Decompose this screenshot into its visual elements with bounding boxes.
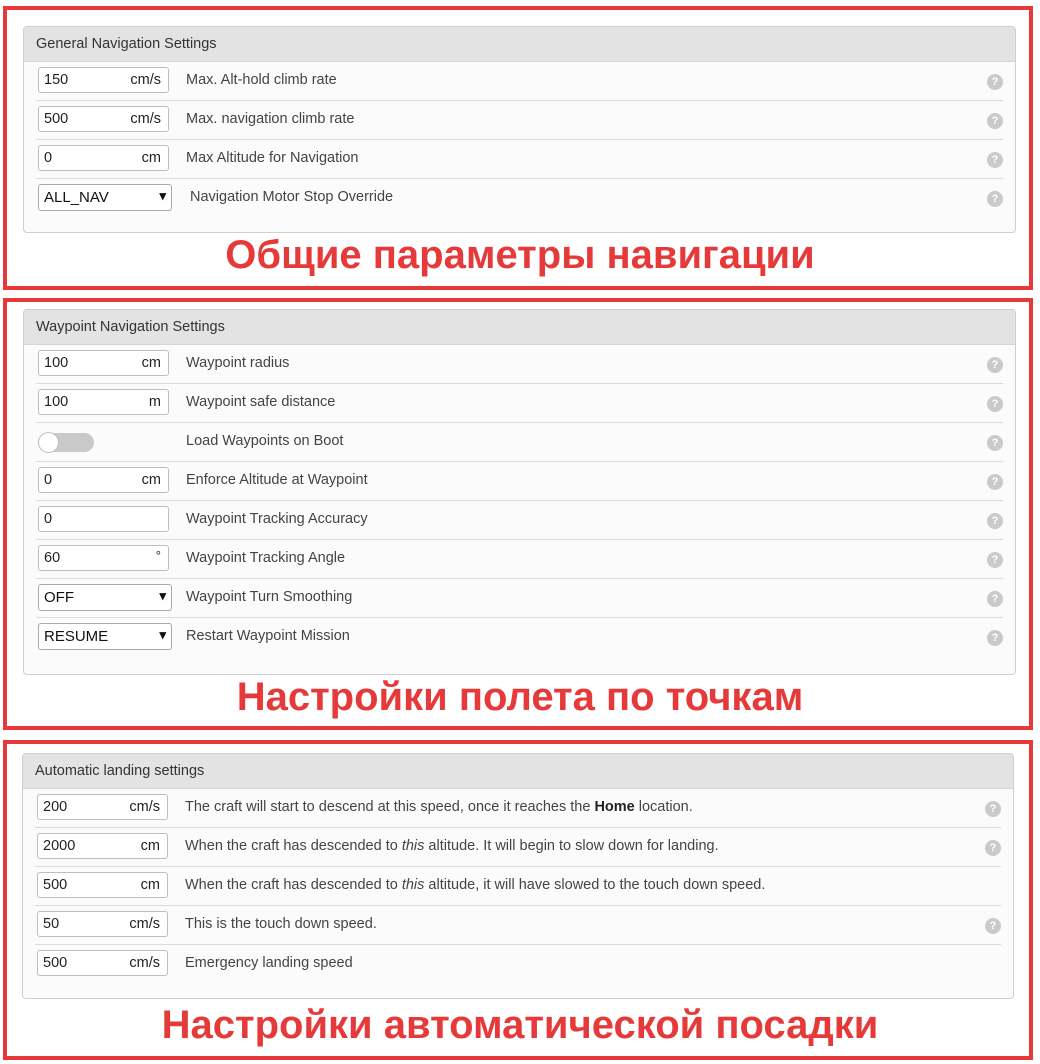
setting-row	[36, 140, 1003, 179]
label-text: location.	[634, 799, 693, 815]
setting-label: Waypoint radius	[186, 355, 290, 371]
help-icon[interactable]: ?	[987, 74, 1003, 90]
panel-header: General Navigation Settings	[24, 27, 1015, 62]
setting-row	[35, 789, 1001, 828]
input-value: 200	[43, 799, 68, 815]
automatic-landing-panel	[22, 753, 1014, 999]
touchdown-altitude-input[interactable]	[37, 872, 168, 898]
waypoint-radius-input[interactable]	[38, 350, 169, 376]
help-icon[interactable]: ?	[987, 474, 1003, 490]
max-altitude-input[interactable]	[38, 145, 169, 171]
general-navigation-panel	[23, 26, 1016, 233]
input-value: 500	[43, 877, 68, 893]
input-unit: cm	[141, 472, 161, 488]
input-value: 100	[44, 355, 69, 371]
label-text: When the craft has descended to	[185, 877, 402, 893]
setting-label: Max Altitude for Navigation	[186, 150, 359, 166]
setting-row	[36, 384, 1003, 423]
descend-speed-input[interactable]	[37, 794, 168, 820]
setting-row	[35, 828, 1001, 867]
help-icon[interactable]: ?	[987, 435, 1003, 451]
setting-label: Navigation Motor Stop Override	[190, 189, 394, 205]
label-bold: Home	[594, 799, 635, 815]
setting-label: Waypoint safe distance	[186, 394, 336, 410]
waypoint-navigation-panel	[23, 309, 1016, 675]
setting-label	[185, 799, 693, 815]
setting-label: This is the touch down speed.	[185, 916, 377, 932]
tracking-accuracy-input[interactable]	[38, 506, 169, 532]
setting-label	[185, 838, 719, 854]
input-value: 500	[44, 111, 69, 127]
input-unit: °	[155, 548, 161, 563]
setting-row	[35, 945, 1001, 984]
touchdown-speed-input[interactable]	[37, 911, 168, 937]
setting-row	[36, 179, 1003, 218]
input-value: 500	[43, 955, 68, 971]
emergency-landing-speed-input[interactable]	[37, 950, 168, 976]
setting-label: Emergency landing speed	[185, 955, 353, 971]
help-icon[interactable]: ?	[985, 918, 1001, 934]
setting-row	[36, 501, 1003, 540]
input-unit: cm/s	[129, 799, 160, 815]
input-unit: cm/s	[129, 916, 160, 932]
setting-row	[36, 423, 1003, 462]
alt-hold-climb-rate-input[interactable]	[38, 67, 169, 93]
restart-mission-select[interactable]	[38, 623, 172, 650]
input-unit: cm	[140, 877, 160, 893]
panel-header: Waypoint Navigation Settings	[24, 310, 1015, 345]
setting-label: Enforce Altitude at Waypoint	[186, 472, 368, 488]
input-unit: cm	[141, 355, 161, 371]
input-value: 0	[44, 150, 53, 166]
setting-row	[35, 906, 1001, 945]
help-icon[interactable]: ?	[987, 191, 1003, 207]
label-italic: this	[401, 838, 425, 854]
setting-row	[36, 345, 1003, 384]
label-italic: this	[401, 877, 425, 893]
input-value: 60	[44, 550, 61, 566]
input-unit: cm	[141, 150, 161, 166]
setting-label: Waypoint Tracking Angle	[186, 550, 346, 566]
setting-row	[36, 62, 1003, 101]
setting-label: Restart Waypoint Mission	[186, 628, 350, 644]
motor-stop-override-select[interactable]	[38, 184, 172, 211]
help-icon[interactable]: ?	[985, 840, 1001, 856]
label-text: altitude, it will have slowed to the touch down speed.	[424, 877, 766, 893]
input-unit: cm/s	[130, 111, 161, 127]
waypoint-caption: Настройки полета по точкам	[236, 675, 804, 719]
chevron-down-icon: ▾	[159, 588, 166, 603]
turn-smoothing-select[interactable]	[38, 584, 172, 611]
help-icon[interactable]: ?	[987, 513, 1003, 529]
slowdown-altitude-input[interactable]	[37, 833, 168, 859]
toggle-knob	[38, 432, 59, 453]
setting-label: Load Waypoints on Boot	[186, 433, 344, 449]
select-value: RESUME	[44, 628, 109, 645]
help-icon[interactable]: ?	[987, 396, 1003, 412]
help-icon[interactable]: ?	[985, 801, 1001, 817]
input-value: 150	[44, 72, 69, 88]
help-icon[interactable]: ?	[987, 630, 1003, 646]
input-value: 0	[44, 511, 53, 527]
help-icon[interactable]: ?	[987, 552, 1003, 568]
setting-label: Waypoint Tracking Accuracy	[186, 511, 368, 527]
load-waypoints-on-boot-toggle[interactable]	[38, 433, 94, 452]
input-value: 0	[44, 472, 53, 488]
input-value: 50	[43, 916, 60, 932]
input-value: 100	[44, 394, 69, 410]
label-text: The craft will start to descend at this speed, once it reaches the	[185, 799, 595, 815]
landing-caption: Настройки автоматической посадки	[161, 1003, 879, 1047]
input-unit: cm/s	[130, 72, 161, 88]
setting-row	[36, 540, 1003, 579]
setting-row	[35, 867, 1001, 906]
setting-label	[185, 877, 765, 893]
setting-row	[36, 579, 1003, 618]
setting-label: Waypoint Turn Smoothing	[186, 589, 353, 605]
waypoint-safe-distance-input[interactable]	[38, 389, 169, 415]
general-caption: Общие параметры навигации	[225, 233, 815, 277]
nav-climb-rate-input[interactable]	[38, 106, 169, 132]
help-icon[interactable]: ?	[987, 113, 1003, 129]
chevron-down-icon: ▾	[159, 188, 166, 203]
help-icon[interactable]: ?	[987, 152, 1003, 168]
enforce-altitude-input[interactable]	[38, 467, 169, 493]
setting-label: Max. Alt-hold climb rate	[186, 72, 337, 88]
help-icon[interactable]: ?	[987, 591, 1003, 607]
setting-row	[36, 618, 1003, 657]
tracking-angle-input[interactable]	[38, 545, 169, 571]
setting-row	[36, 101, 1003, 140]
panel-header: Automatic landing settings	[23, 754, 1013, 789]
input-value: 2000	[43, 838, 76, 854]
help-icon[interactable]: ?	[987, 357, 1003, 373]
chevron-down-icon: ▾	[159, 627, 166, 642]
label-text: altitude. It will begin to slow down for landing.	[424, 838, 719, 854]
setting-row	[36, 462, 1003, 501]
select-value: OFF	[44, 589, 74, 606]
setting-label: Max. navigation climb rate	[186, 111, 355, 127]
input-unit: cm	[140, 838, 160, 854]
label-text: When the craft has descended to	[185, 838, 402, 854]
input-unit: m	[148, 394, 161, 410]
select-value: ALL_NAV	[44, 189, 109, 206]
input-unit: cm/s	[129, 955, 160, 971]
